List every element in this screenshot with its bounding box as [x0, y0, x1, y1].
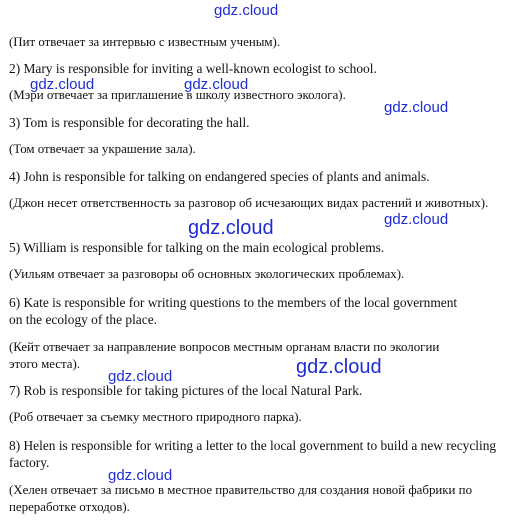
text-line: 7) Rob is responsible for taking pictures of the local Natural Park. [9, 383, 363, 398]
text-line: 5) William is responsible for talking on the main ecological problems. [9, 240, 385, 255]
text-line: (Кейт отвечает за направление вопросов местным органам власти по экологии этого места). [9, 340, 440, 371]
watermark: gdz.cloud [296, 356, 382, 378]
text-line: (Мэри отвечает за приглашение в школу известного эколога). [9, 88, 346, 102]
text-line: (Хелен отвечает за письмо в местное правительство для создания новой фабрики по переработке отходов). [9, 483, 473, 514]
watermark: gdz.cloud [184, 76, 249, 93]
text-line: 4) John is responsible for talking on endangered species of plants and animals. [9, 169, 430, 184]
text-line: (Уильям отвечает за разговоры об основных экологических проблемах). [9, 267, 405, 281]
text-line: (Джон несет ответственность за разговор об исчезающих видах растений и животных). [9, 196, 489, 210]
text-line: 3) Tom is responsible for decorating the hall. [9, 115, 250, 130]
text-line: (Пит отвечает за интервью с известным ученым). [9, 35, 281, 49]
watermark: gdz.cloud [188, 217, 274, 239]
text-line: (Роб отвечает за съемку местного природного парка). [9, 410, 302, 424]
watermark: gdz.cloud [384, 211, 449, 228]
text-line: 2) Mary is responsible for inviting a well-known ecologist to school. [9, 61, 377, 76]
watermark: gdz.cloud [108, 467, 173, 484]
text-line: 6) Kate is responsible for writing questions to the members of the local government on the ecology of the place. [9, 295, 458, 327]
watermark: gdz.cloud [30, 76, 95, 93]
watermark: gdz.cloud [108, 368, 173, 385]
watermark: gdz.cloud [384, 99, 449, 116]
text-line: 8) Helen is responsible for writing a letter to the local government to build a new recycling factory. [9, 438, 497, 470]
text-line: (Том отвечает за украшение зала). [9, 142, 196, 156]
watermark: gdz.cloud [214, 2, 279, 19]
